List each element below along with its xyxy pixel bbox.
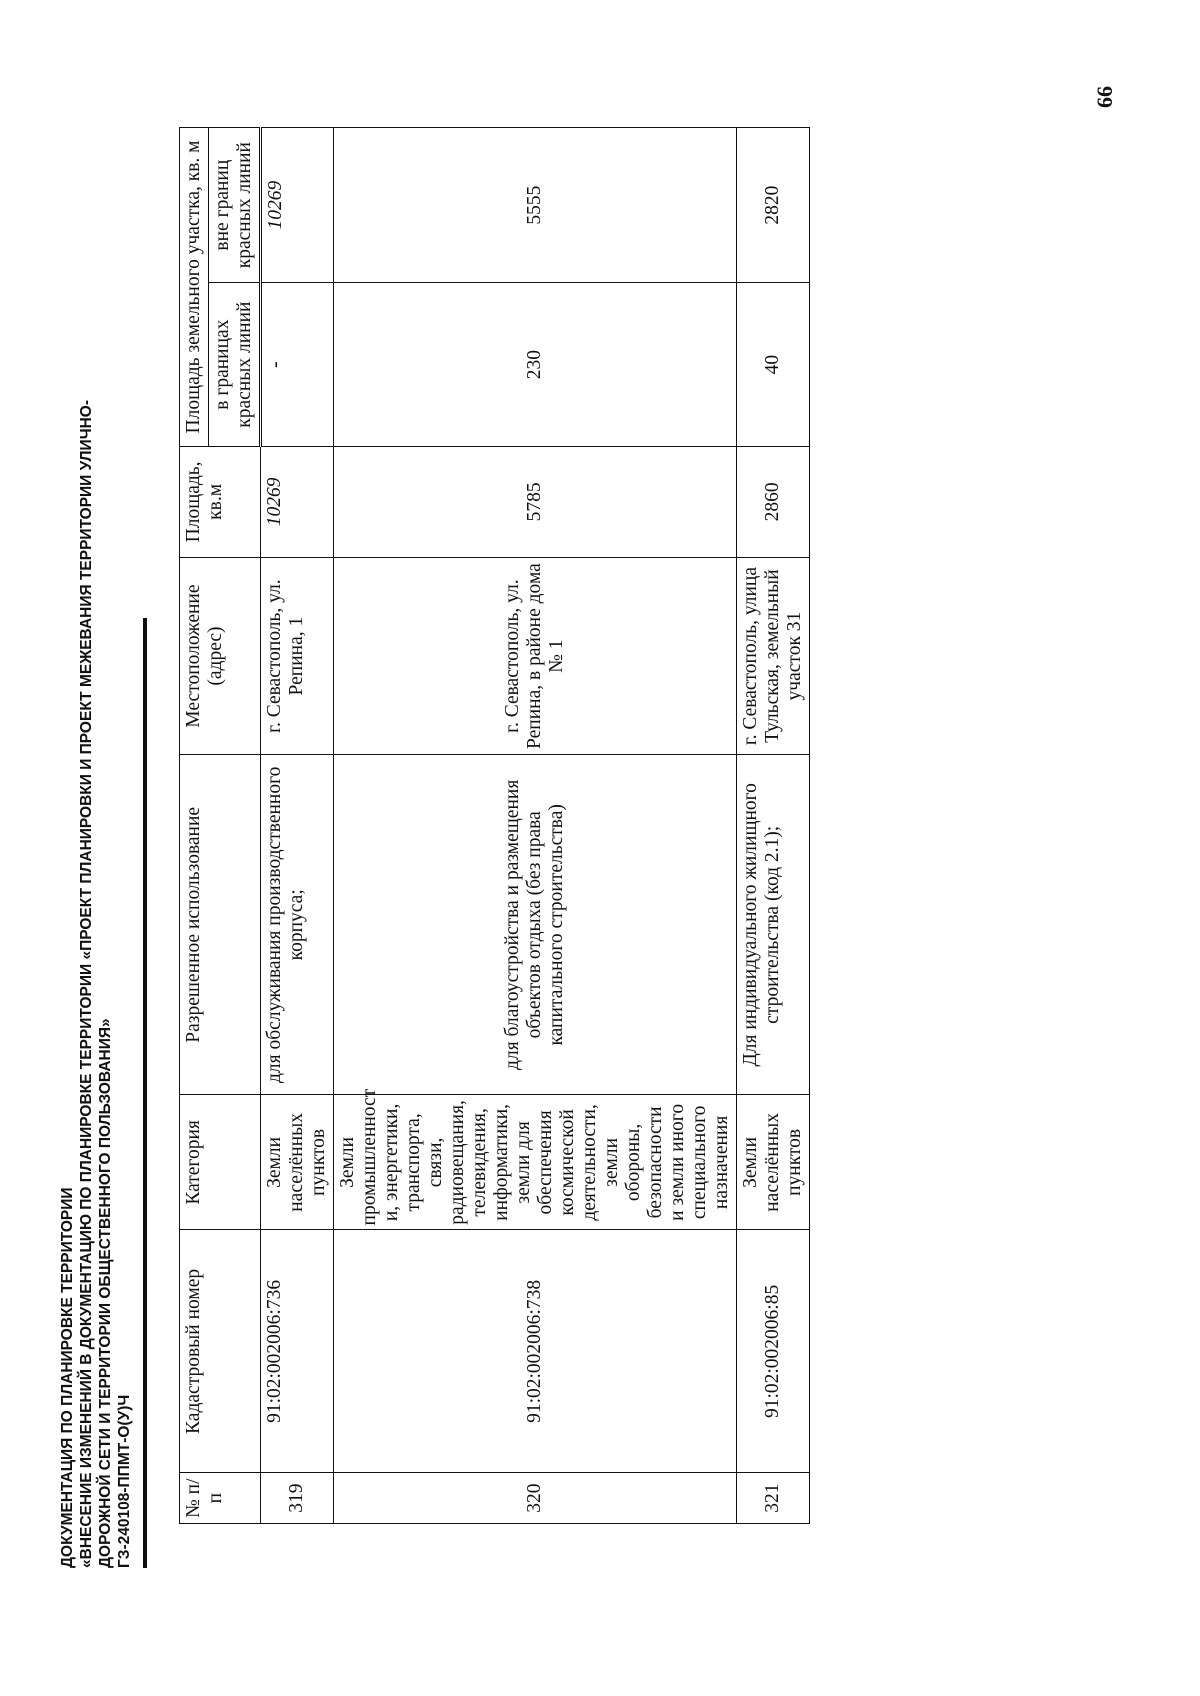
row-outside-red: 2820 [737,128,810,283]
row-area: 2860 [737,446,810,557]
header-cadastral: Кадастровый номер [180,1230,261,1473]
header-location: Местоположение (адрес) [180,557,261,754]
row-area: 10269 [261,446,334,557]
header-permitted-use: Разрешенное использование [180,755,261,1095]
row-num: 319 [261,1473,334,1524]
header-category: Категория [180,1095,261,1230]
header-outside-red-lines: вне границ красных линий [209,128,261,283]
row-permitted-use: для обслуживания производственного корпуса; [261,755,334,1095]
row-inside-red: 230 [334,283,737,447]
row-cadastral: 91:02:002006:85 [737,1230,810,1473]
header-plot-area: Площадь земельного участка, кв. м [180,128,209,447]
row-inside-red: - [261,283,334,447]
land-plots-table [179,127,810,1524]
row-location: г. Севастополь, ул. Репина, в районе дома № 1 [334,557,737,754]
header-area: Площадь, кв.м [180,446,261,557]
row-permitted-use: для благоустройства и размещения объектов отдыха (без права капитального строительства) [334,755,737,1095]
table-row [261,128,334,1524]
row-area: 5785 [334,446,737,557]
row-cadastral: 91:02:002006:738 [334,1230,737,1473]
header-line-4: ГЗ-240108-ППМТ-О(У)Ч [116,1394,133,1568]
header-num: № п/п [180,1473,261,1524]
header-line-1: ДОКУМЕНТАЦИЯ ПО ПЛАНИРОВКЕ ТЕРРИТОРИИ [59,1187,76,1568]
header-line-3: ДОРОЖНОЙ СЕТИ И ТЕРРИТОРИИ ОБЩЕСТВЕННОГО ПОЛЬЗОВАНИЯ» [97,1018,114,1568]
row-location: г. Севастополь, ул. Репина, 1 [261,557,334,754]
row-inside-red: 40 [737,283,810,447]
row-category: Земли промышленност и, энергетики, транспорта, связи, радиовещания, телевидения, информатики, земли для обеспечения космической деятельности, земли обороны, безопасности и земли иного специального назначения [334,1095,737,1230]
row-permitted-use: Для индивидуального жилищного строительства (код 2.1); [737,755,810,1095]
row-category: Земли населённых пунктов [737,1095,810,1230]
row-category: Земли населённых пунктов [261,1095,334,1230]
row-outside-red: 5555 [334,128,737,283]
row-cadastral: 91:02:002006:736 [261,1230,334,1473]
row-num: 320 [334,1473,737,1524]
page-number: 66 [1092,86,1117,108]
row-location: г. Севастополь, улица Тульская, земельный участок 31 [737,557,810,754]
table-header-row [180,128,209,1524]
row-outside-red: 10269 [261,128,334,283]
table-row [737,128,810,1524]
document-header [58,68,134,1568]
header-inside-red-lines: в границах красных линий [209,283,261,447]
header-line-2: «ВНЕСЕНИЕ ИЗМЕНЕНИЙ В ДОКУМЕНТАЦИЮ ПО ПЛАНИРОВКЕ ТЕРРИТОРИИ «ПРОЕКТ ПЛАНИРОВКИ И ПРОЕКТ МЕЖЕВАНИЯ ТЕРРИТОРИИ УЛИЧНО- [78,399,95,1568]
header-rule [143,618,147,1568]
table-row [334,128,737,1524]
row-num: 321 [737,1473,810,1524]
